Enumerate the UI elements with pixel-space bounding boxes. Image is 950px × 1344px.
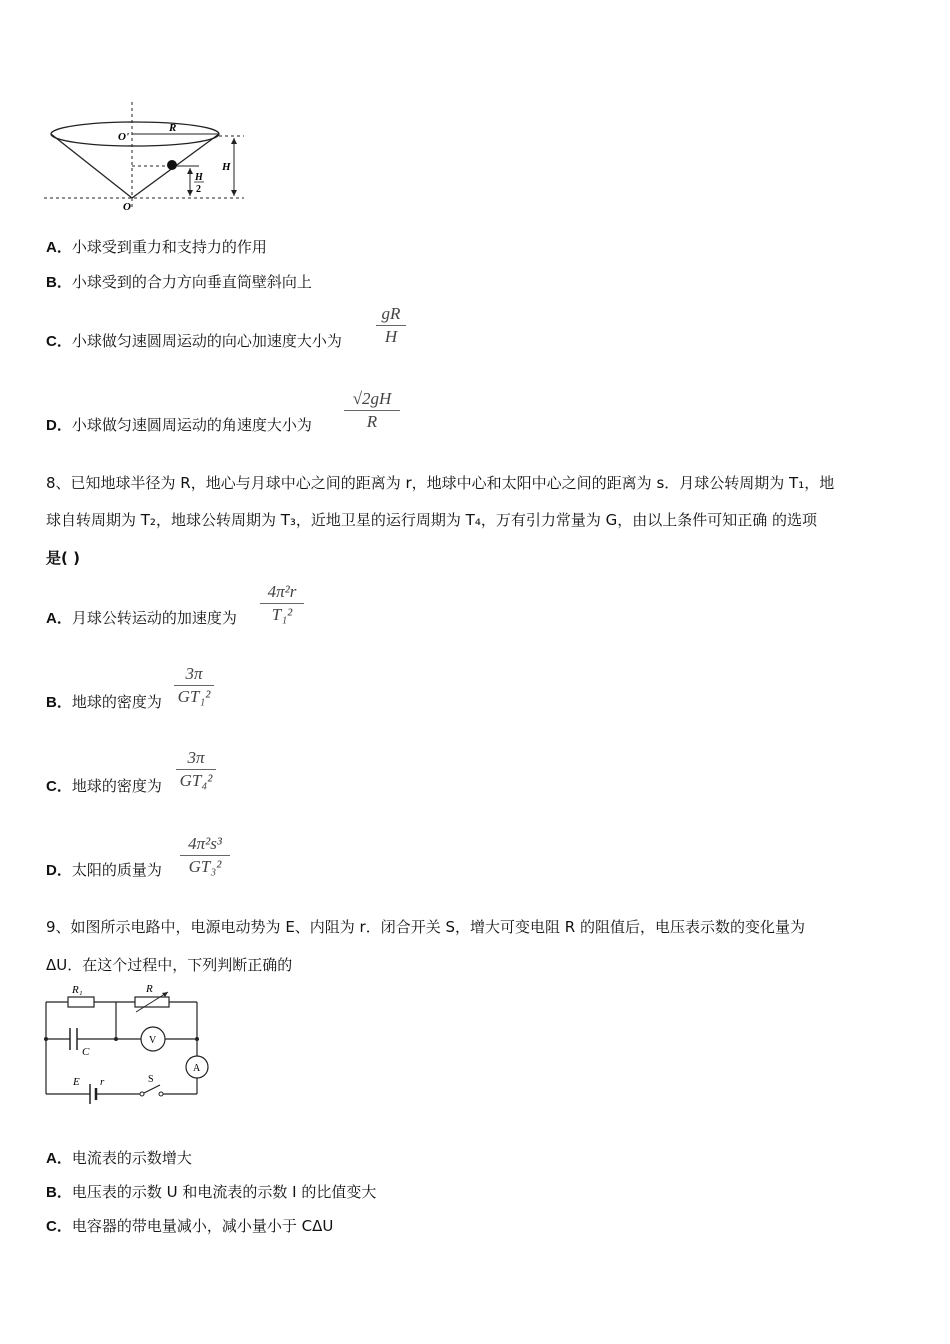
option-text: 太阳的质量为 [71, 861, 162, 879]
fraction-numerator: 3π [187, 748, 205, 767]
q8a-fraction [260, 582, 304, 625]
label-h2-den: 2 [196, 184, 201, 195]
option-label: B． [46, 274, 72, 291]
option-label: C． [46, 1218, 72, 1235]
fraction-denominator: GT₁² [177, 687, 211, 706]
fraction-denominator: H [384, 327, 398, 346]
fraction-numerator: 4π²s³ [188, 834, 222, 853]
q8b-fraction [174, 664, 214, 707]
label-s: S [148, 1074, 154, 1085]
q8-option-a[interactable] [46, 607, 237, 628]
q9-stem-line-2: ΔU．在这个过程中，下列判断正确的 [46, 956, 293, 974]
q9-option-b[interactable] [46, 1181, 376, 1202]
resistor-r1 [68, 997, 94, 1007]
q8c-fraction [176, 748, 216, 791]
label-o-prime: O' [118, 131, 129, 143]
q8-stem-line-1: 8、已知地球半径为 R，地心与月球中心之间的距离为 r，地球中心和太阳中心之间的距离为 s．月球公转周期为 T₁，地 [46, 474, 835, 492]
label-r1: R₁ [72, 984, 83, 996]
fraction-denominator: T₁² [271, 605, 293, 624]
fraction-numerator: gR [381, 304, 401, 323]
label-h: H [222, 161, 231, 173]
fraction-numerator: 3π [185, 664, 203, 683]
option-label: A． [46, 239, 72, 256]
fraction-denominator: GT₃² [188, 857, 222, 876]
fraction-numerator: 4π²r [267, 582, 297, 601]
q7-option-b[interactable] [46, 271, 312, 292]
option-text: 月球公转运动的加速度为 [71, 609, 237, 627]
q8-option-c[interactable] [46, 775, 162, 796]
q8d-fraction [180, 834, 230, 877]
label-v: V [149, 1035, 157, 1046]
option-text: 小球受到重力和支持力的作用 [71, 238, 267, 256]
q9-option-a[interactable] [46, 1147, 192, 1168]
q8-stem-line-2: 球自转周期为 T₂，地球公转周期为 T₃，近地卫星的运行周期为 T₄，万有引力常量为 G，由以上条件可知正确 的选项 [46, 511, 817, 529]
option-text: 电容器的带电量减小，减小量小于 CΔU [71, 1217, 334, 1235]
q7-option-a[interactable] [46, 236, 267, 257]
option-text: 小球做匀速圆周运动的向心加速度大小为 [71, 332, 342, 350]
q7c-fraction [376, 304, 406, 347]
switch [144, 1085, 160, 1093]
q7-option-d[interactable] [46, 414, 312, 435]
label-r-internal: r [100, 1076, 105, 1088]
option-text: 小球做匀速圆周运动的角速度大小为 [71, 416, 312, 434]
label-h2-num: H [195, 172, 203, 183]
option-text: 小球受到的合力方向垂直筒壁斜向上 [71, 273, 312, 291]
option-label: B． [46, 1184, 72, 1201]
option-text: 地球的密度为 [71, 777, 162, 795]
cone-figure [44, 98, 254, 216]
label-c: C [82, 1046, 90, 1058]
fraction-denominator: GT₄² [179, 771, 213, 790]
label-r: R [146, 983, 153, 995]
option-label: C． [46, 778, 72, 795]
fraction-denominator: R [366, 412, 378, 431]
q7d-fraction [344, 389, 400, 432]
q8-option-b[interactable] [46, 691, 162, 712]
fraction-numerator: √2gH [352, 389, 392, 408]
q9-option-c[interactable] [46, 1215, 333, 1236]
option-text: 电压表的示数 U 和电流表的示数 I 的比值变大 [71, 1183, 377, 1201]
option-label: C． [46, 333, 72, 350]
option-text: 地球的密度为 [71, 693, 162, 711]
option-text: 电流表的示数增大 [71, 1149, 192, 1167]
ball [167, 160, 177, 170]
label-a: A [193, 1063, 201, 1074]
label-o: O [123, 201, 131, 213]
label-e: E [73, 1076, 80, 1088]
q8-option-d[interactable] [46, 859, 162, 880]
option-label: D． [46, 417, 72, 434]
option-label: D． [46, 862, 72, 879]
q7-option-c[interactable] [46, 330, 342, 351]
circuit-figure [40, 982, 215, 1112]
option-label: A． [46, 1150, 72, 1167]
q8-stem-line-3: 是( ) [46, 549, 80, 567]
option-label: A． [46, 610, 72, 627]
q9-stem-line-1: 9、如图所示电路中，电源电动势为 E、内阻为 r．闭合开关 S，增大可变电阻 R 的阻值后，电压表示数的变化量为 [46, 918, 805, 936]
label-r: R [169, 122, 177, 134]
option-label: B． [46, 694, 72, 711]
